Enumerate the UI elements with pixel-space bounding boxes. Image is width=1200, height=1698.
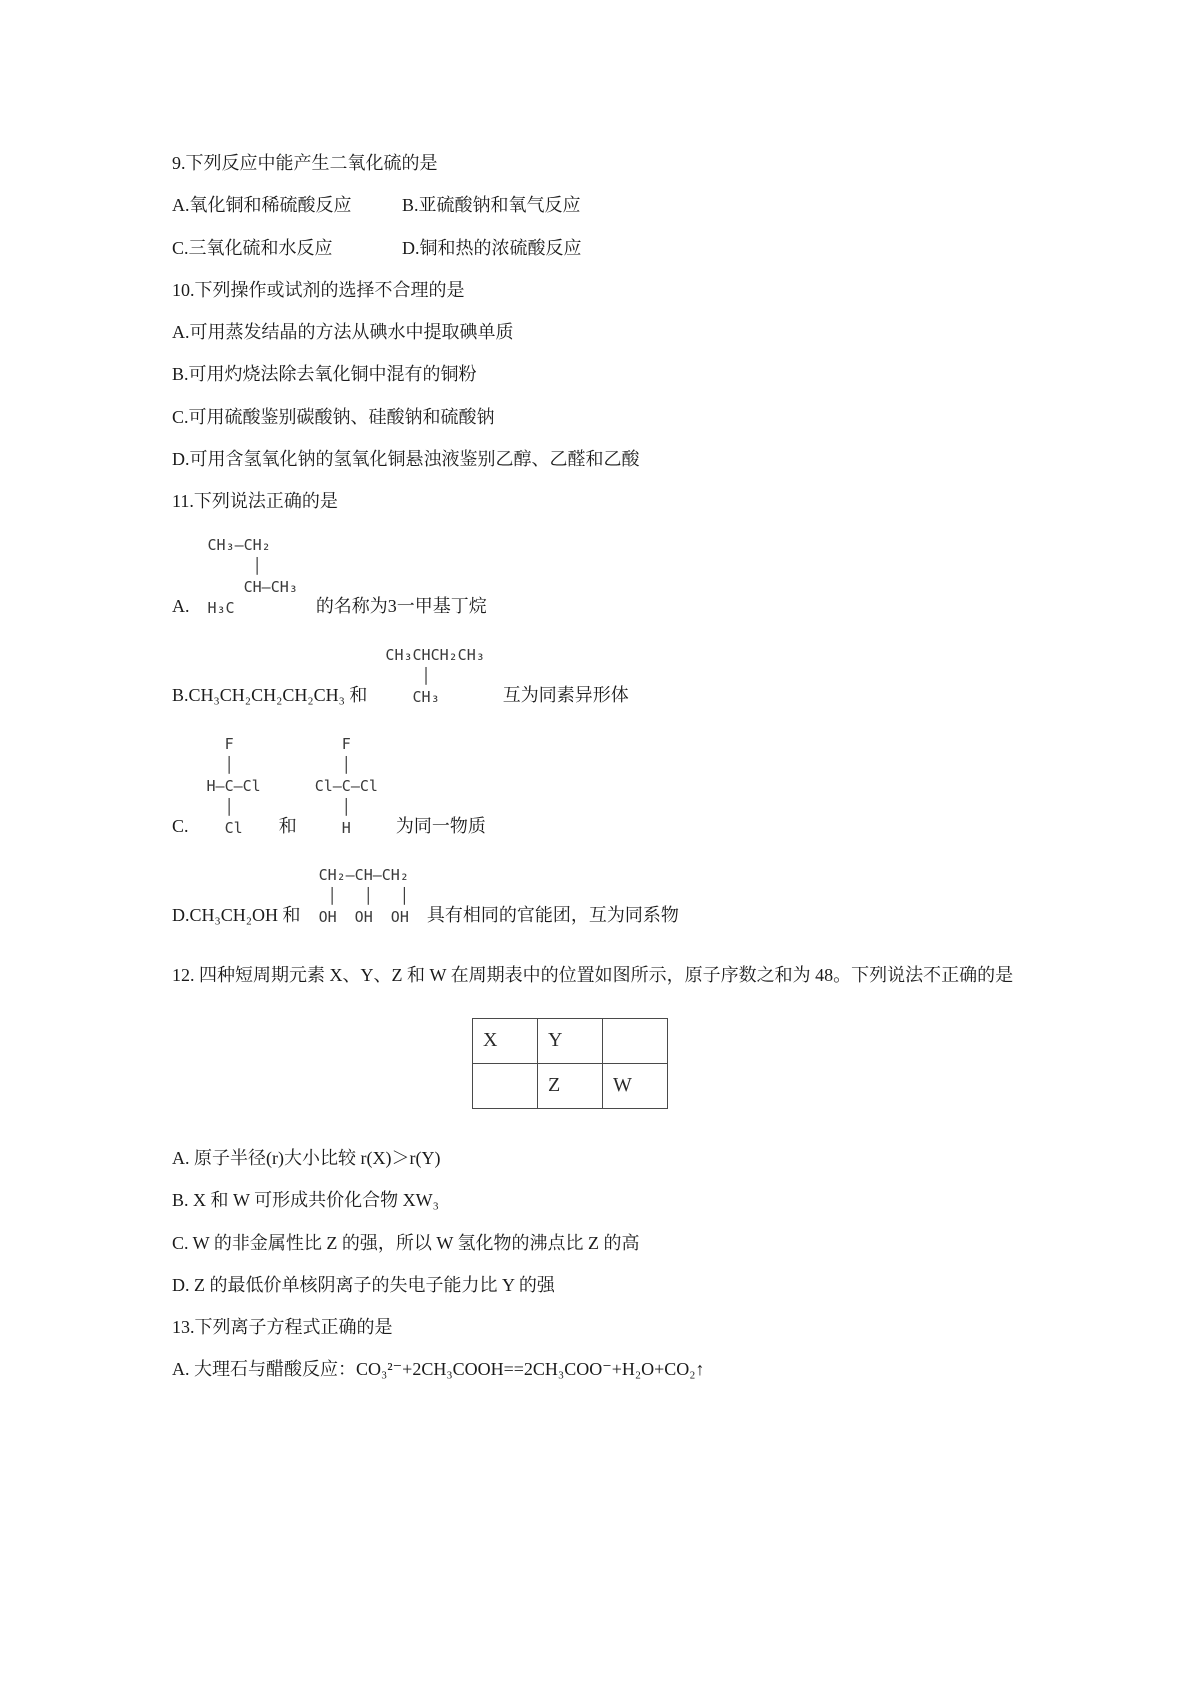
- chem-line: H—C—Cl: [206, 776, 261, 795]
- q11-a-label: A.: [172, 595, 190, 616]
- q11-option-a: [172, 535, 1032, 619]
- q9-option-a: A.氧化铜和稀硫酸反应: [172, 195, 352, 216]
- q13-stem: 13.下列离子方程式正确的是: [172, 1317, 393, 1338]
- q10-option-c: C.可用硫酸鉴别碳酸钠、硅酸钠和硫酸钠: [172, 406, 495, 427]
- chem-line: OH OH OH: [318, 907, 409, 926]
- q12-option-a: A. 原子半径(r)大小比较 r(X)＞r(Y): [172, 1147, 441, 1168]
- q10-stem: 10.下列操作或试剂的选择不合理的是: [172, 279, 465, 300]
- q11-c-suffix: 为同一物质: [395, 815, 486, 836]
- chem-structure-glycerol: [319, 865, 409, 928]
- q10-option-a: A.可用蒸发结晶的方法从碘水中提取碘单质: [172, 322, 514, 343]
- chem-line: │ │ │: [318, 886, 409, 905]
- table-cell-z: Z: [538, 1063, 603, 1108]
- table-cell-empty: [473, 1063, 538, 1108]
- q11-b-suffix: 互为同素异形体: [502, 684, 629, 705]
- q9-option-b: B.亚硫酸钠和氧气反应: [402, 195, 581, 216]
- q11-a-text: 的名称为3一甲基丁烷: [315, 595, 487, 616]
- q11-stem: 11.下列说法正确的是: [172, 491, 338, 512]
- q11-c-label: C.: [172, 815, 189, 836]
- chem-line: CH₃CHCH₂CH₃: [385, 645, 485, 664]
- q10-option-b: B.可用灼烧法除去氧化铜中混有的铜粉: [172, 364, 477, 385]
- chem-line: CH₂—CH—CH₂: [318, 865, 409, 884]
- chem-line: │: [314, 755, 351, 774]
- q11-c-mid: 和: [278, 815, 297, 836]
- q11-d-prefix: D.CH₃CH₂OH 和: [172, 904, 301, 925]
- chem-line: F: [314, 734, 351, 753]
- q10-option-d: D.可用含氢氧化钠的氢氧化铜悬浊液鉴别乙醇、乙醛和乙酸: [172, 449, 640, 470]
- chem-line: F: [206, 734, 234, 753]
- chem-line: │: [314, 797, 351, 816]
- q11-b-prefix: B.CH₃CH₂CH₂CH₂CH₃ 和: [172, 684, 368, 705]
- chem-line: │: [207, 556, 262, 575]
- q12-stem: 12. 四种短周期元素 X、Y、Z 和 W 在周期表中的位置如图所示，原子序数之和为 48。下列说法不正确的是: [172, 964, 1014, 985]
- chem-structure-halomethane-left: [207, 734, 261, 839]
- table-cell-w: W: [603, 1063, 668, 1108]
- table-row: [473, 1063, 668, 1108]
- q13-option-a: A. 大理石与醋酸反应：CO₃²⁻+2CH₃COOH==2CH₃COO⁻+H₂O+CO₂↑: [172, 1359, 705, 1380]
- q9-stem: 9.下列反应中能产生二氧化硫的是: [172, 153, 438, 173]
- q12-option-c: C. W 的非金属性比 Z 的强，所以 W 氢化物的沸点比 Z 的高: [172, 1232, 640, 1253]
- q9-option-d: D.铜和热的浓硫酸反应: [402, 237, 582, 258]
- q11-option-b: [172, 645, 1032, 708]
- q9-options-cd: [172, 227, 1032, 269]
- chem-line: Cl—C—Cl: [314, 776, 378, 795]
- chem-line: CH₃: [385, 687, 440, 706]
- chem-structure-halomethane-right: [315, 734, 378, 839]
- q11-d-suffix: 具有相同的官能团，互为同系物: [426, 904, 679, 925]
- chem-line: │: [385, 666, 431, 685]
- periodic-position-table: [472, 1018, 668, 1109]
- chem-line: CH₃—CH₂: [207, 535, 271, 554]
- q11-option-d: [172, 865, 1032, 928]
- chem-line: H: [314, 818, 351, 837]
- q11-option-c: [172, 734, 1032, 839]
- q9-options-ab: [172, 184, 1032, 226]
- chem-line: CH—CH₃: [207, 577, 298, 596]
- chem-line: │: [206, 755, 234, 774]
- chem-line: H₃C: [207, 598, 235, 617]
- table-row: [473, 1018, 668, 1063]
- chem-structure-methylbutane-condensed: [385, 645, 484, 708]
- q12-option-d: D. Z 的最低价单核阴离子的失电子能力比 Y 的强: [172, 1274, 555, 1295]
- chem-line: │: [206, 797, 234, 816]
- table-cell-empty: [603, 1018, 668, 1063]
- chem-line: Cl: [206, 818, 243, 837]
- q12-option-b: B. X 和 W 可形成共价化合物 XW₃: [172, 1190, 439, 1211]
- chem-structure-methylbutane: [208, 535, 298, 619]
- table-cell-x: X: [473, 1018, 538, 1063]
- table-cell-y: Y: [538, 1018, 603, 1063]
- q9-option-c: C.三氧化硫和水反应: [172, 237, 333, 258]
